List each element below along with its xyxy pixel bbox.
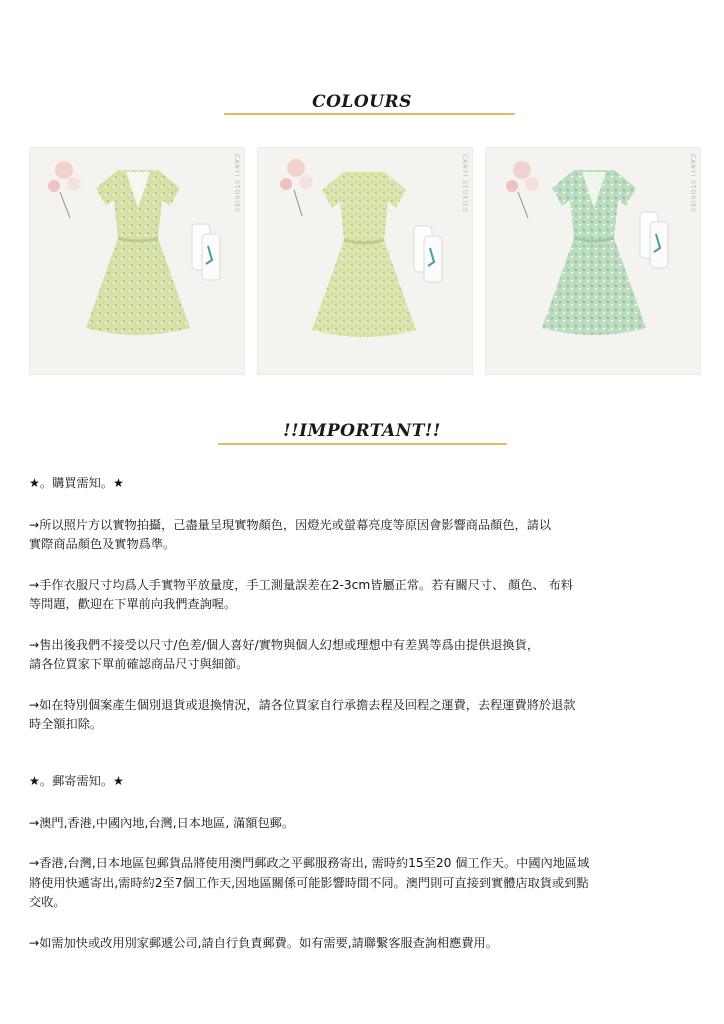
purchase-note-1-line-2: 實際商品顏色及實物爲準。 [29, 537, 176, 551]
shipping-notes [29, 772, 669, 953]
purchase-note-3-line-1: →售出後我們不接受以尺寸/色差/個人喜好/實物與個人幻想或理想中有差異等爲由提供退換貨， [29, 637, 540, 652]
shipping-note-1-line-1: →澳門,香港,中國內地,台灣,日本地區, 滿額包郵。 [29, 815, 295, 830]
product-photo-1[interactable] [29, 147, 245, 375]
shipping-note-2-line-2: 將使用快遞寄出,需時約2至7個工作天,因地區關係可能影響時間不同。澳門則可直接到實體店取貨或到點 [29, 875, 589, 890]
dress-image [30, 148, 245, 375]
dress-image [258, 148, 473, 375]
purchase-notes [29, 474, 669, 735]
purchase-title: ★。購買需知。★ [29, 476, 124, 490]
brand-watermark: CANYI STORIES [233, 154, 240, 213]
purchase-note-2-line-2: 等問題，歡迎在下單前向我們查詢喔。 [29, 597, 237, 611]
shipping-note-3-line-1: →如需加快或改用別家郵遞公司,請自行負責郵費。如有需要,請聯繫客服查詢相應費用。 [29, 935, 498, 950]
purchase-note-4-line-2: 時全額扣除。 [29, 717, 103, 731]
colours-heading: COLOURS [312, 92, 412, 112]
colours-underline [224, 113, 515, 115]
important-underline [218, 443, 507, 445]
purchase-note-3-line-2: 請各位買家下單前確認商品尺寸與細節。 [29, 657, 249, 671]
shipping-note-2-line-1: →香港,台灣,日本地區包郵貨品將使用澳門郵政之平郵服務寄出, 需時約15至20 個工作天。中國內地區域 [29, 856, 590, 870]
purchase-note-2-line-1: →手作衣服尺寸均爲人手實物平放量度，手工測量誤差在2-3cm皆屬正常。若有關尺寸、 顏色、 布料 [29, 577, 573, 592]
brand-watermark: CANYI STORIES [461, 154, 468, 213]
purchase-note-4-line-1: →如在特別個案產生個別退貨或退換情況，請各位買家自行承擔去程及回程之運費，去程運費將於退款 [29, 697, 576, 712]
purchase-note-1-line-1: →所以照片方以實物拍攝，己盡量呈現實物顏色，因燈光或螢幕亮度等原因會影響商品顏色，請以 [29, 517, 552, 532]
shipping-note-2-line-3: 交收。 [29, 895, 66, 909]
product-photo-2[interactable] [257, 147, 473, 375]
important-heading: !!IMPORTANT!! [283, 421, 441, 441]
shipping-title: ★。郵寄需知。★ [29, 774, 124, 788]
product-photo-3[interactable] [485, 147, 701, 375]
dress-image [486, 148, 701, 375]
brand-watermark: CANYI STORIES [689, 154, 696, 213]
